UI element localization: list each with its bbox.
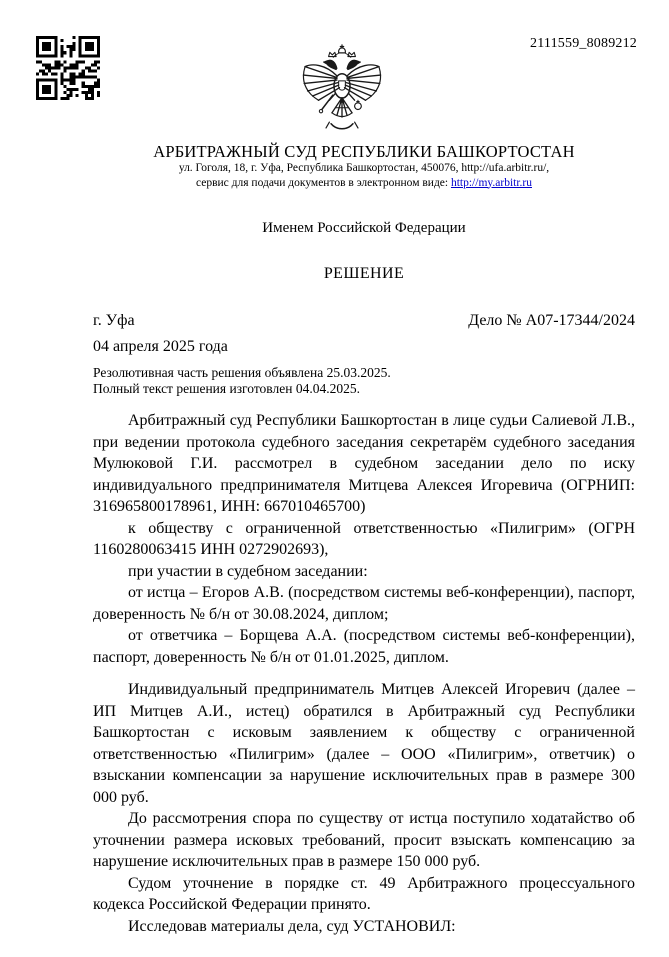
paragraph: Исследовав материалы дела, суд УСТАНОВИЛ: — [128, 917, 456, 935]
paragraph: Судом уточнение в порядке ст. 49 Арбитражного процессуального кодекса Российской Федерации принято. — [93, 874, 635, 913]
full-text-line: Полный текст решения изготовлен 04.04.2025. — [93, 381, 360, 396]
paragraph: от истца – Егоров А.В. (посредством системы веб-конференции), паспорт, доверенность № б/н от 30.08.2024, диплом; — [93, 584, 635, 623]
e-filing-line — [93, 176, 635, 191]
qr-code-icon — [36, 36, 100, 100]
e-filing-link[interactable]: http://my.arbitr.ru — [450, 176, 532, 189]
resolutive-part-line: Резолютивная часть решения объявлена 25.03.2025. — [93, 365, 391, 380]
document-id: 2111559_8089212 — [530, 36, 637, 51]
paragraph: До рассмотрения спора по существу от истца поступило ходатайство об уточнении размера исковых требований, просит взыскать компенсацию за нарушение исключительных прав в размере 150 000 руб. — [93, 810, 635, 870]
paragraph: от ответчика – Борщева А.А. (посредством системы веб-конференции), паспорт, доверенность № б/н от 01.01.2025, диплом. — [93, 627, 635, 666]
paragraph: при участии в судебном заседании: — [128, 562, 368, 580]
document-type-title: РЕШЕНИЕ — [323, 265, 405, 282]
decision-body — [93, 410, 635, 937]
court-address: ул. Гоголя, 18, г. Уфа, Республика Башкортостан, 450076, http://ufa.arbitr.ru/, — [178, 162, 550, 174]
city-label: г. Уфа — [93, 312, 135, 329]
in-name-of-federation: Именем Российской Федерации — [262, 220, 466, 236]
paragraph: к обществу с ограниченной ответственностью «Пилигрим» (ОГРН 1160280063415 ИНН 0272902693), — [93, 519, 635, 558]
court-name: АРБИТРАЖНЫЙ СУД РЕСПУБЛИКИ БАШКОРТОСТАН — [153, 142, 575, 161]
e-filing-prefix: сервис для подачи документов в электронном виде: — [196, 176, 451, 189]
case-number: Дело № А07-17344/2024 — [468, 312, 635, 329]
case-header-row — [93, 310, 635, 331]
russian-coat-of-arms-icon — [300, 42, 384, 140]
paragraph: Индивидуальный предприниматель Митцев Алексей Игоревич (далее – ИП Митцев А.И., истец) обратился в Арбитражный суд Республики Башкортостан с исковым заявлением к обществу с ограниченной ответственностью «Пилигрим» (далее – ООО «Пилигрим», ответчик) о взыскании компенсации за нарушение исключительных прав в размере 300 000 руб. — [93, 681, 635, 806]
paragraph: Арбитражный суд Республики Башкортостан в лице судьи Салиевой Л.В., при ведении протокола судебного заседания секретарём судебного заседания Мулюковой Г.И. рассмотрел в судебном заседании дело по иску индивидуального предпринимателя Митцева Алексея Игоревича (ОГРНИП: 316965800178961, ИНН: 667010465700) — [93, 412, 635, 515]
decision-date: 04 апреля 2025 года — [93, 338, 228, 355]
announcement-lines — [93, 365, 635, 397]
